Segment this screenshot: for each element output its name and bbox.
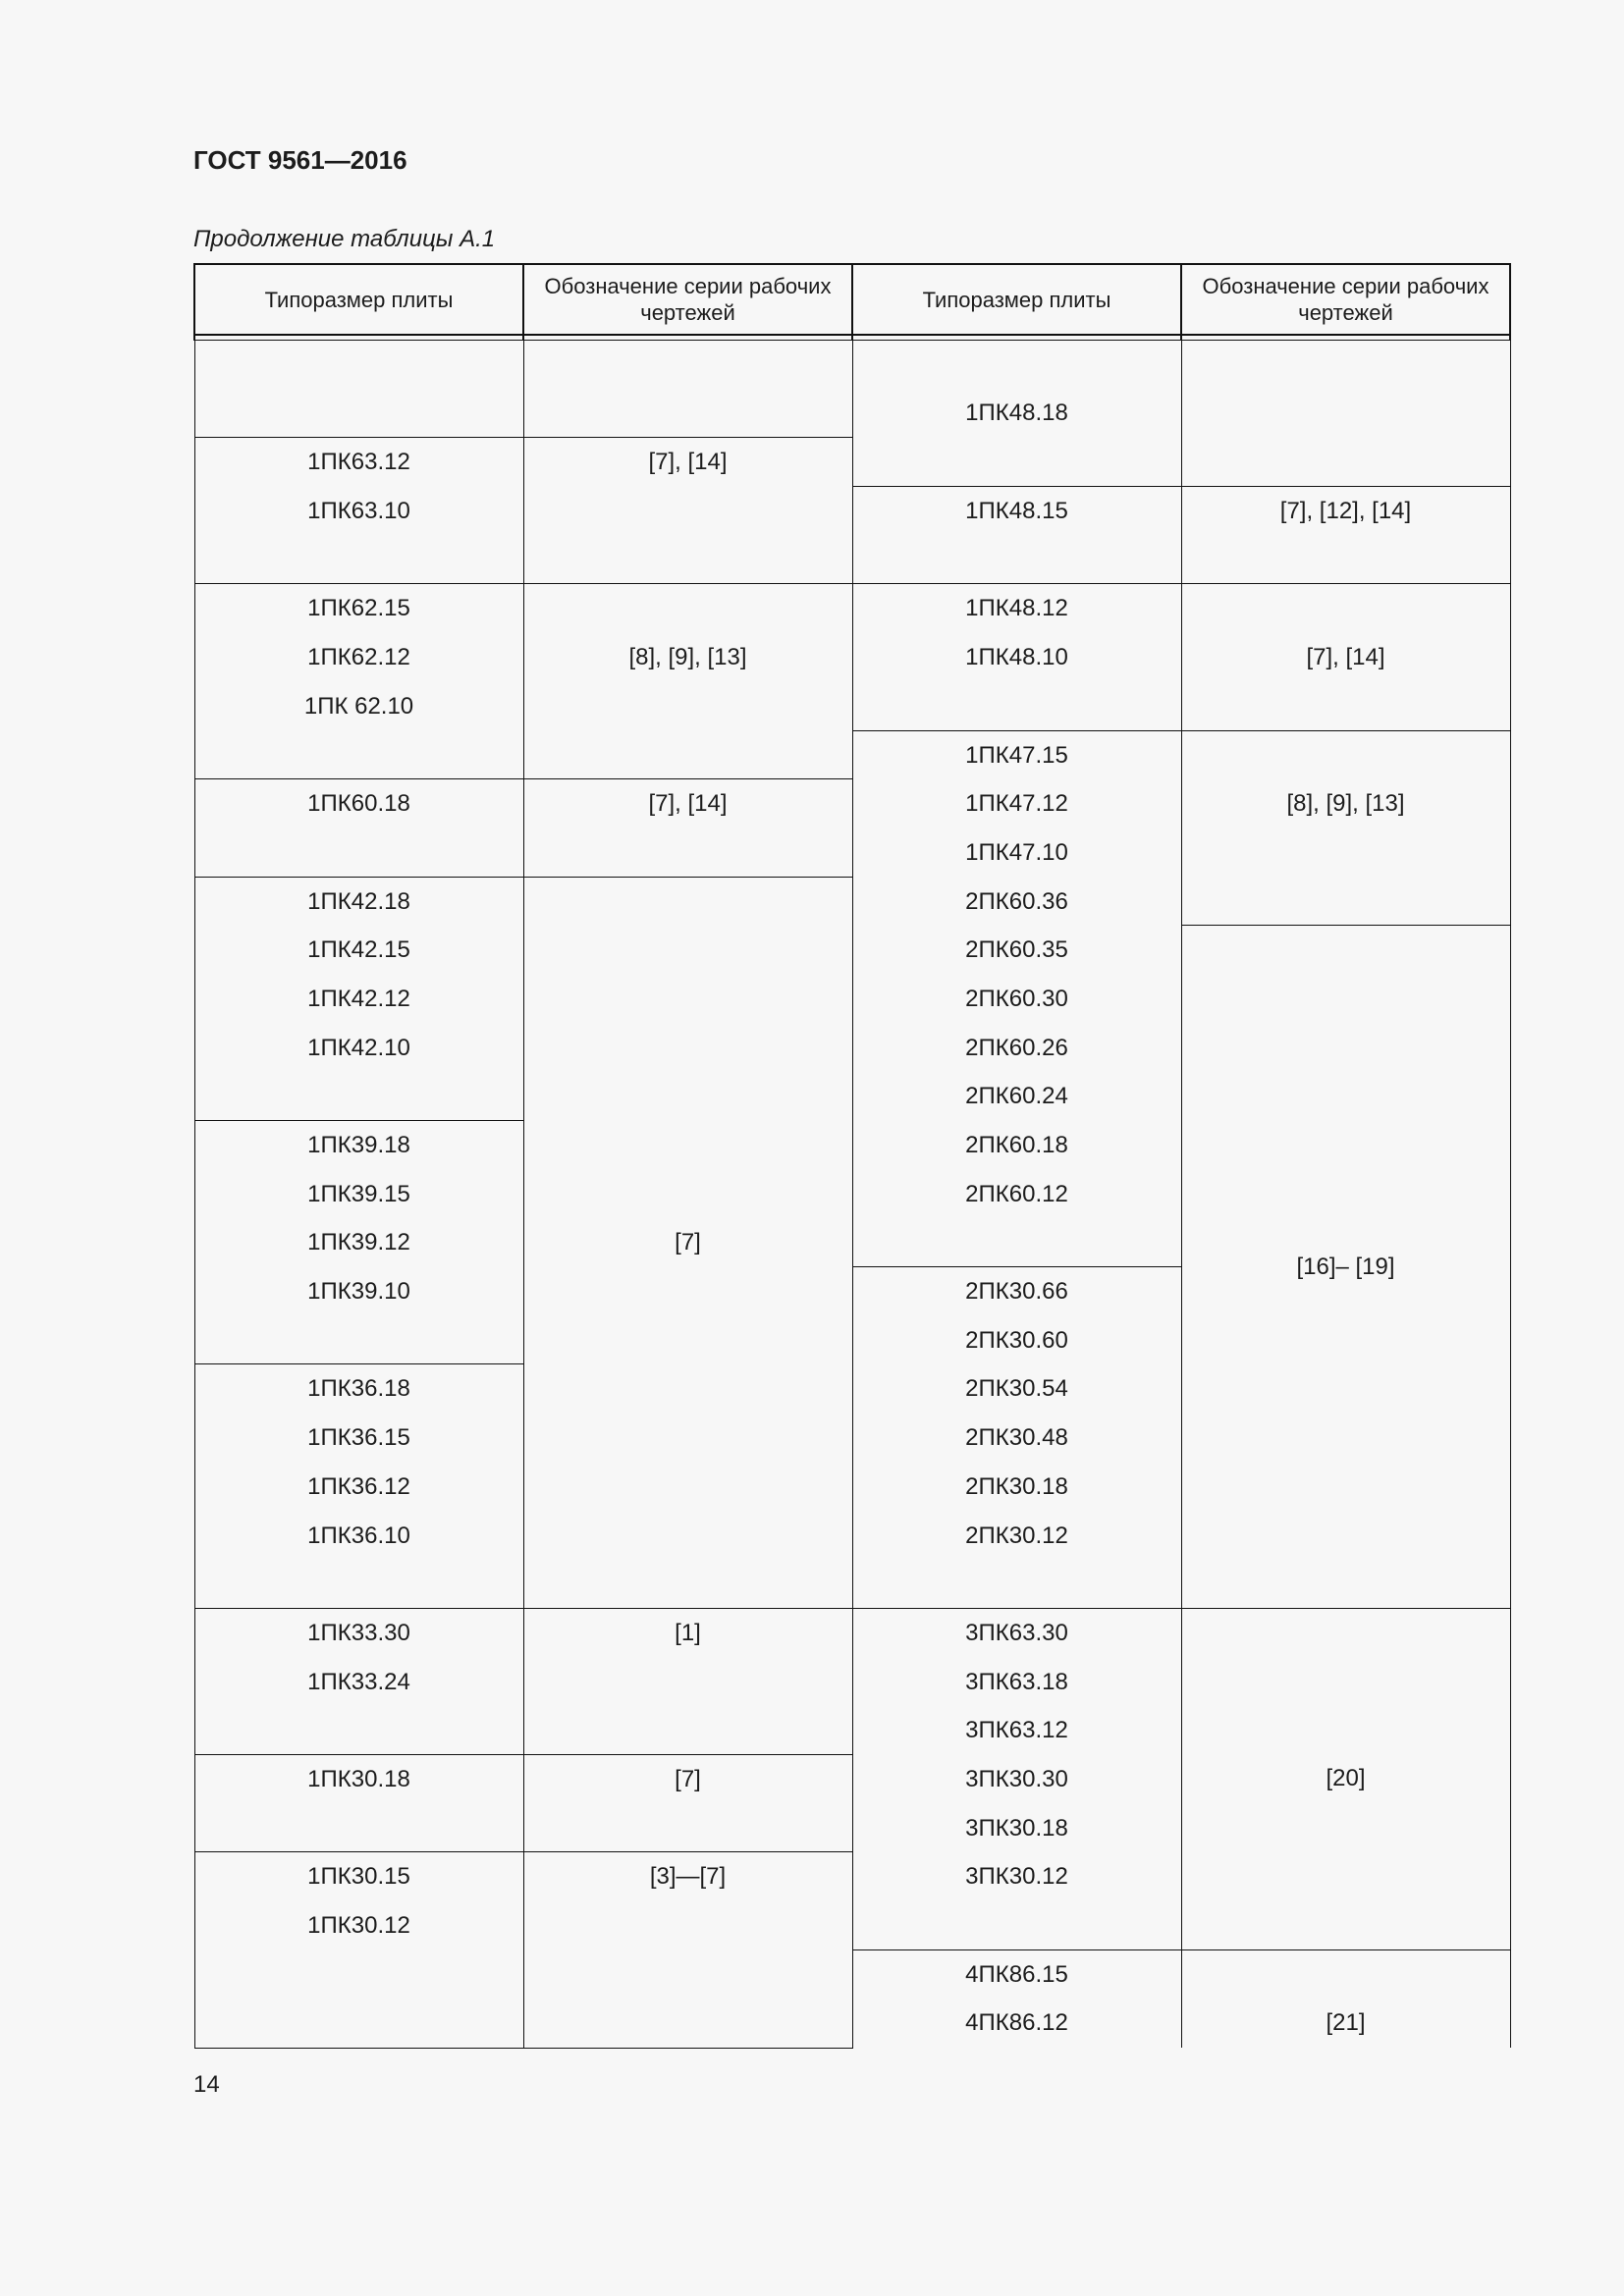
size-value: 1ПК48.15 [965,498,1068,525]
table-cell [1181,730,1510,926]
table-cell [523,1754,852,1851]
size-value: 1ПК42.12 [307,985,410,1012]
table-caption: Продолжение таблицы А.1 [193,226,496,252]
size-value: 1ПК63.10 [307,498,410,525]
header-series-left: Обозначение серии рабочих чертежей [523,264,852,335]
series-value: [1] [675,1619,701,1646]
series-value: [7] [675,1228,701,1255]
series-value: [7], [12], [14] [1279,498,1412,525]
table-cell [523,584,852,779]
size-value: 2ПК30.48 [965,1424,1068,1452]
size-value: 1ПК30.15 [307,1863,410,1891]
table-cell [1181,341,1510,487]
size-value: 2ПК30.18 [965,1472,1068,1500]
series-value: [7], [14] [1306,644,1385,671]
size-value: 2ПК60.30 [965,985,1068,1012]
size-value: 1ПК39.12 [307,1229,410,1256]
table-cell [194,1121,523,1364]
size-value: 1ПК36.15 [307,1424,410,1452]
size-value: 2ПК60.35 [965,936,1068,964]
table-cell [523,1852,852,2048]
size-value: 1ПК60.18 [307,790,410,818]
sizes-table [193,263,1511,2049]
size-value: 1ПК42.18 [307,887,410,915]
size-value: 2ПК60.36 [965,887,1068,915]
size-value: 2ПК60.24 [965,1083,1068,1110]
size-value: 3ПК30.30 [965,1765,1068,1792]
size-value: 2ПК30.54 [965,1375,1068,1403]
series-value: [20] [1326,1765,1366,1792]
table-cell [852,487,1181,584]
table-cell [1181,584,1510,730]
series-value: [3]—[7] [649,1863,727,1891]
table-cell [852,341,1181,487]
size-value: 1ПК63.12 [307,449,410,476]
size-value: 1ПК47.12 [965,790,1068,818]
size-value: 1ПК36.12 [307,1472,410,1500]
size-value: 4ПК86.12 [965,2009,1068,2037]
size-value: 1ПК 62.10 [303,692,414,720]
size-value: 1ПК30.12 [307,1912,410,1939]
size-value: 2ПК30.12 [965,1522,1068,1549]
size-value: 2ПК60.18 [965,1132,1068,1158]
size-value: 3ПК63.30 [965,1619,1068,1646]
size-value: 2ПК30.66 [965,1278,1068,1306]
size-value: 1ПК36.18 [307,1375,410,1403]
table-cell [852,584,1181,730]
size-value: 1ПК33.30 [307,1619,410,1646]
size-value: 1ПК42.10 [307,1034,410,1061]
size-value: 1ПК62.12 [307,644,410,671]
size-value: 2ПК60.26 [965,1034,1068,1061]
table-cell [852,730,1181,1267]
size-value: 1ПК47.15 [965,741,1068,769]
size-value: 1ПК30.18 [307,1765,410,1792]
series-value: [7], [14] [648,449,728,476]
table-cell [194,438,523,584]
size-value: 3ПК63.18 [965,1668,1068,1695]
size-value: 1ПК42.15 [307,936,410,964]
header-series-right: Обозначение серии рабочих чертежей [1181,264,1510,335]
size-value: 2ПК60.12 [965,1180,1068,1207]
table-cell [1181,1608,1510,1949]
size-value: 1ПК48.12 [965,595,1068,622]
table-cell [852,1949,1181,2048]
series-value: [8], [9], [13] [628,644,747,671]
size-value: 1ПК39.15 [307,1180,410,1207]
size-value: 4ПК86.15 [965,1960,1068,1988]
table-cell [194,1754,523,1851]
table-cell [194,1608,523,1754]
header-size-right: Типоразмер плиты [852,264,1181,335]
table-cell [194,779,523,877]
series-value: [7] [675,1765,701,1792]
table-cell [523,877,852,1608]
table-cell [1181,1949,1510,2048]
size-value: 1ПК47.10 [965,838,1068,866]
table-cell [523,341,852,438]
table-cell [523,1608,852,1754]
header-size-left: Типоразмер плиты [194,264,523,335]
size-value: 2ПК30.60 [965,1326,1068,1354]
size-value: 1ПК39.10 [307,1278,410,1306]
table-cell [194,341,523,438]
size-value: 1ПК33.24 [307,1668,410,1695]
table-cell [523,779,852,877]
size-value: 3ПК63.12 [965,1717,1068,1744]
page-number: 14 [193,2071,220,2098]
table-cell [1181,487,1510,584]
document-title: ГОСТ 9561—2016 [193,145,407,175]
table-cell [1181,926,1510,1609]
size-value: 1ПК62.15 [307,595,410,622]
table-cell [194,1852,523,2048]
table-cell [194,584,523,779]
size-value: 1ПК39.18 [307,1132,410,1158]
table-cell [194,1364,523,1608]
table-cell [523,438,852,584]
table-cell [852,1267,1181,1609]
series-value: [21] [1326,2009,1366,2037]
table-cell [852,1608,1181,1949]
size-value: 1ПК48.10 [965,644,1068,671]
size-value: 1ПК48.18 [965,400,1068,427]
series-value: [8], [9], [13] [1286,790,1405,818]
series-value: [16]– [19] [1296,1253,1395,1280]
table-cell [194,877,523,1120]
size-value: 3ПК30.18 [965,1814,1068,1842]
size-value: 3ПК30.12 [965,1863,1068,1891]
series-value: [7], [14] [648,790,728,818]
size-value: 1ПК36.10 [307,1522,410,1549]
